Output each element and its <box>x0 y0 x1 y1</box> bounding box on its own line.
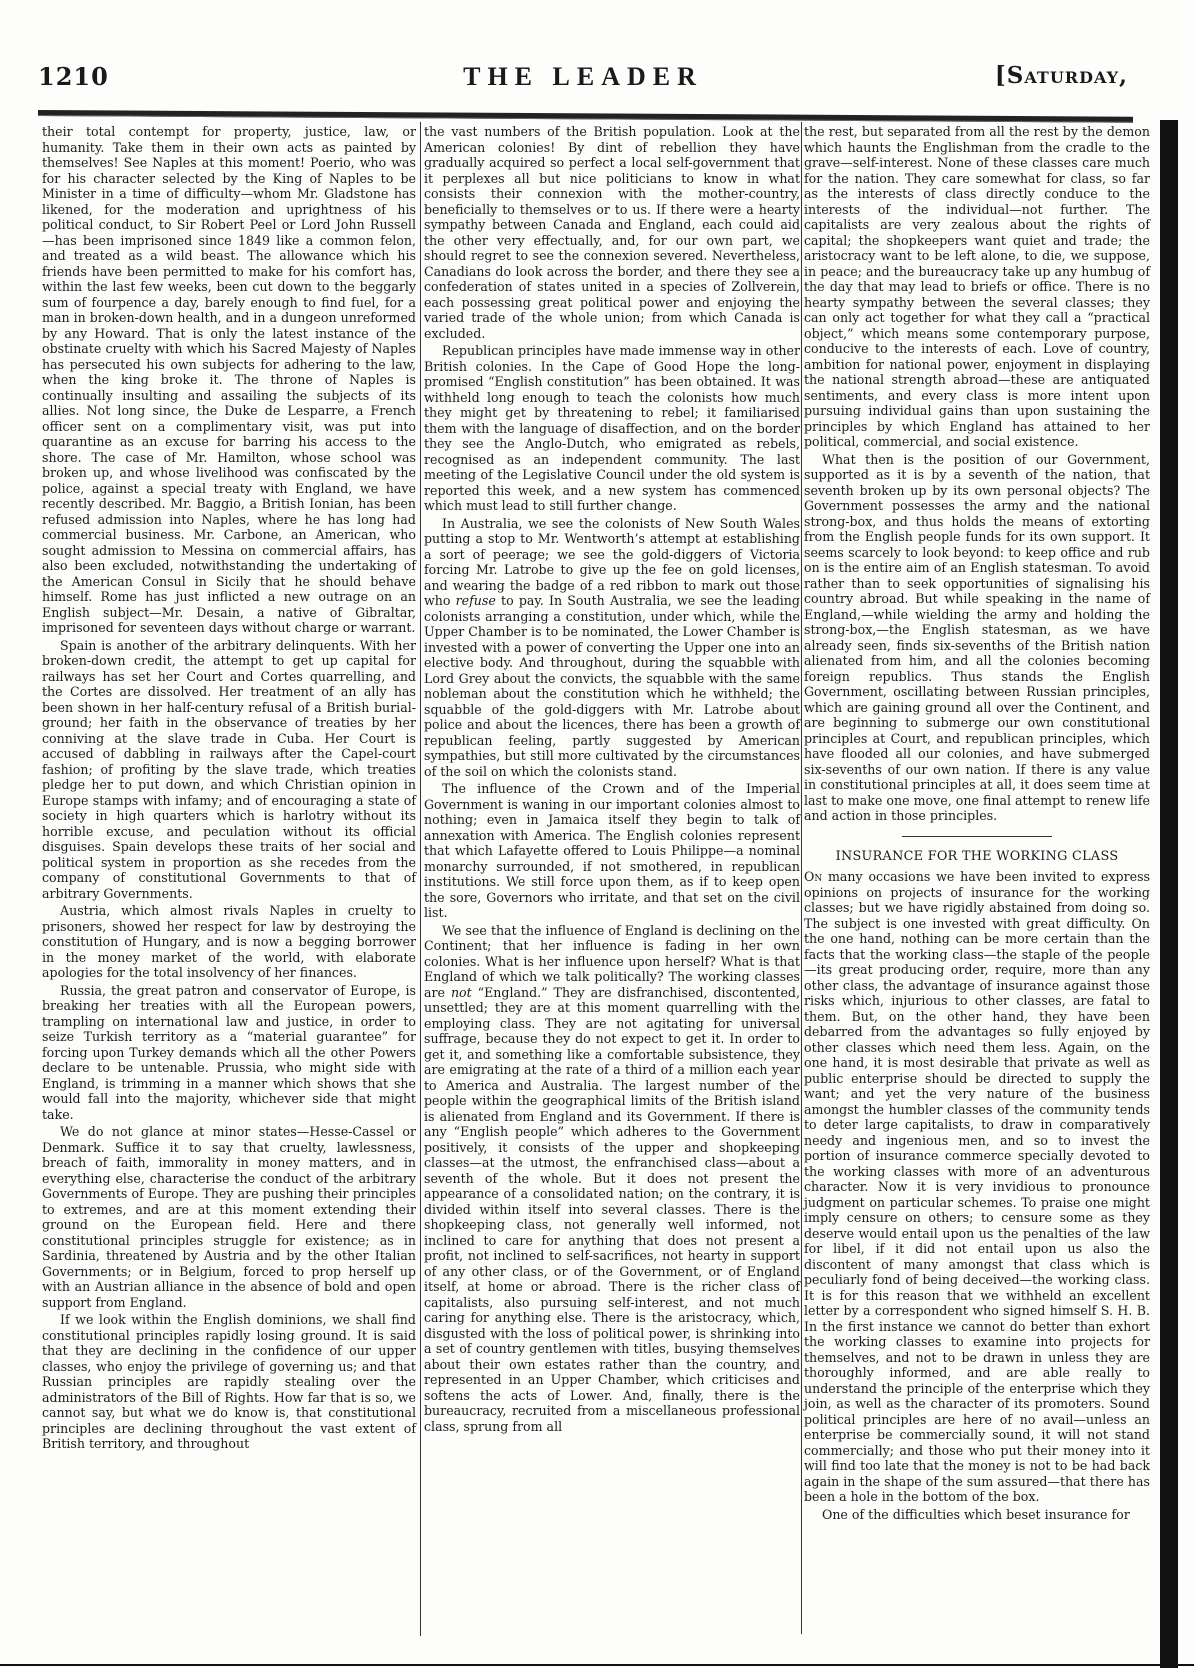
page-number: 1210 <box>38 62 109 91</box>
column-3 <box>804 124 1150 1524</box>
emphasis: refuse <box>455 593 496 608</box>
text-run: many occasions we have been invited to express opinions on projects of insurance for the working classes; but we have rigidly abstained from doing so. The subject is one invested with great difficulty. On the one hand, nothing can be more certain than the facts that the working class—the staple of the people—its great producing order, require, more than any other class, the advantage of insurance against those risks which, injurious to other classes, are fatal to them. But, on the other hand, they have been debarred from the advantages so fully enjoyed by other classes which need them less. Again, on the one hand, it is most desirable that private as well as public enterprise should be directed to supply the want; and yet the very nature of the business amongst the humbler classes of the community tends to deter large capitalists, to draw in comparatively needy and ingenious men, and so to invest the portion of insurance commerce specially devoted to the working classes with more of an adventurous character. Now it is very invidious to pronounce judgment on particular schemes. To praise one might imply censure on others; to censure some as they deserve would entail upon us the penalties of the law for libel, if it did not entail upon us also the discontent of many amongst that class which is peculiarly fond of being deceived—the working class. It is for this reason that we withheld an excellent letter by a correspondent who signed himself S. H. B. In the first instance we cannot do better than exhort the working classes to examine into projects for themselves, and not to be drawn in unless they are thoroughly informed, and are able really to understand the principle of the enterprise which they join, as well as the character of its promoters. Sound political principles are here of no avail—unless an enterprise be commercially sound, it will not stand commercially; and those who put their money into it will find too late that the money is not to be had back again in the shape of the sum assured—that there has been a hole in the bottom of the box. <box>804 869 1150 1504</box>
paragraph: One of the difficulties which beset insurance for <box>822 1506 1130 1522</box>
paragraph: We do not glance at minor states—Hesse-Cassel or Denmark. Suffice it to say that cruelty, lawlessness, breach of faith, immorality in money matters, and in everything else, characterise the conduct of the arbitrary Governments of Europe. They are pushing their principles to extremes, and are at this moment extending their ground on the European field. Here and there constitutional principles struggle for existence; as in Sardinia, threatened by Austria and by the other Italian Governments; or in Belgium, forced to prop herself up with an Austrian alliance in the absence of bold and open support from England. <box>42 1124 416 1310</box>
issue-day: [Saturday, <box>994 62 1128 89</box>
text-run: We see that the influence of England is declining on the Continent; that her influence is fading in her own colonies. What is her influence upon herself? What is that England of which we talk politically? The working classes are <box>424 922 800 1000</box>
paragraph: the vast numbers of the British population. Look at the American colonies! By dint of rebellion they have gradually acquired so perfect a local self-government that it perplexes all but nice politicians to know in what consists their connexion with the mother-country, beneficially to themselves or to us. If there were a hearty sympathy between Canada and England, each could aid the other very effectually, and, for our own part, we should regret to see the connexion severed. Nevertheless, Canadians do look across the border, and there they see a confederation of states united in a species of Zollverein, each possessing great political power and enjoying the varied trade of the whole union; from which Canada is excluded. <box>424 124 800 341</box>
paragraph <box>424 923 800 1435</box>
column-divider <box>420 122 421 1636</box>
drop-cap: On <box>804 869 823 884</box>
paragraph: their total contempt for property, justice, law, or humanity. Take them in their own acts as painted by themselves! See Naples at this moment! Poerio, who was for his character selected by the King of Naples to be Minister in a time of difficulty—whom Mr. Gladstone has likened, for the moderation and uprightness of his political conduct, to Sir Robert Peel or Lord John Russell—has been imprisoned since 1849 like a common felon, and treated as a wild beast. The allowance which his friends have been permitted to make for his comfort has, within the last few weeks, been cut down to the beggarly sum of fourpence a day, barely enough to find fuel, for a man in broken-down health, and in a dungeon unreformed by any Howard. That is only the latest instance of the obstinate cruelty with which his Sacred Majesty of Naples has persecuted his own subjects for adhering to the law, when the king broke it. The throne of Naples is continually insulting and assailing the subjects of its allies. Not long since, the Duke de Lesparre, a French officer sent on a complimentary visit, was put into quarantine as an excuse for barring his access to the shore. The case of Mr. Hamilton, whose school was broken up, and whose livelihood was confiscated by the police, against a special treaty with England, we have recently described. Mr. Baggio, a British Ionian, has been refused admission into Naples, where he has long had commercial business. Mr. Carbone, an American, who sought admission to Messina on commercial affairs, has also been excluded, notwithstanding the undertaking of the American Consul in Sicily that he should behave himself. Rome has just inflicted a new outrage on an English subject—Mr. Desain, a native of Gibraltar, imprisoned for seventeen days without charge or warrant. <box>42 124 416 635</box>
paragraph: What then is the position of our Government, supported as it is by a seventh of the nation, that seventh broken up by its own personal objects? The Government possesses the army and the national strong-box, and thus holds the means of extorting from the English people funds for its own support. It seems scarcely to look beyond: to keep office and rub on is the entire aim of an English statesman. To avoid rather than to seek opportunities of signalising his country abroad. But while speaking in the name of England,—while wielding the army and holding the strong-box,—the English statesman, as we have already seen, finds six-sevenths of the British nation alienated from him, and all the colonies becoming foreign republics. Thus stands the English Government, oscillating between Russian principles, which are gaining ground all over the Continent, and are beginning to submerge our own constitutional principles at Court, and republican principles, which have flooded all our colonies, and have submerged six-sevenths of our own nation. If there is any value in constitutional principles at all, it does seem time at last to make one move, one final attempt to renew life and action in those principles. <box>804 451 1150 823</box>
page-bottom-edge <box>0 1664 1194 1666</box>
paragraph <box>424 516 800 780</box>
masthead <box>38 62 1128 102</box>
column-divider <box>801 122 802 1634</box>
text-run: In Australia, we see the colonists of New South Wales putting a stop to Mr. Wentworth’s attempt at establishing a sort of peerage; we see the gold-diggers of Victoria forcing Mr. Latrobe to give up the fee on gold licenses, and wearing the badge of a red ribbon to mark out those who <box>424 515 800 608</box>
paragraph: Austria, which almost rivals Naples in cruelty to prisoners, showed her respect for law by destroying the constitution of Hungary, and is now a begging borrower in the money market of the world, with elaborate apologies for the total insolvency of her finances. <box>42 903 416 980</box>
paragraph: the rest, but separated from all the rest by the demon which haunts the Englishman from the cradle to the grave—self-interest. None of these classes care much for the nation. They care somewhat for class, so far as the interests of class directly conduce to the interests of the individual—not further. The capitalists are very zealous about the rights of capital; the shopkeepers want quiet and trade; the aristocracy want to be left alone, to die, we suppose, in peace; and the bureaucracy take up any humbug of the day that may lead to briefs or office. There is no hearty sympathy between the several classes; they can only act together for what they call a “practical object,” which means some contemporary purpose, conducive to the interests of each. Love of country, ambition for national power, enjoyment in displaying the national strength abroad—these are antiquated sentiments, and every class is more intent upon pursuing individual gains than upon sustaining the principles by which England has attained to her political, commercial, and social existence. <box>804 124 1150 449</box>
emphasis: not <box>450 984 472 1000</box>
paragraph: If we look within the English dominions, we shall find constitutional principles rapidly losing ground. It is said that they are declining in the confidence of our upper classes, who enjoy the privilege of governing us; and that Russian principles are rapidly stealing over the administrators of the Bill of Rights. How far that is so, we cannot say, but what we do know is, that constitutional principles are declining throughout the vast extent of British territory, and throughout <box>42 1312 416 1451</box>
text-run: “England.” They are disfranchised, discontented, unsettled; they are at this moment quarrelling with the employing class. They are not agitating for universal suffrage, because they do not expect to get it. In order to get it, and something like a comfortable subsistence, they are emigrating at the rate of a third of a million each year to America and Australia. The largest number of the people within the geographical limits of the British island is alienated from England and its Government. If there is any “English people” which adheres to the Government positively, it consists of the upper and shopkeeping classes—at the utmost, the enfranchised class—about a seventh of the whole. But it does not present the appearance of a consolidated nation; on the contrary, it is divided within itself into several classes. There is the shopkeeping class, not generally well informed, not inclined to care for anything that does not present a profit, not inclined to self-sacrifices, not hearty in support of any other class, or of the Government, or of England itself, at home or abroad. There is the richer class of capitalists, also pursuing self-interest, and not much caring for anything else. There is the aristocracy, which, disgusted with the loss of political power, is shrinking into a set of country gentlemen with titles, busying themselves about their own estates rather than the country, and represented in an Upper Chamber, which criticises and softens the acts of Lower. And, finally, there is the bureaucracy, recruited from a miscellaneous professional class, sprung from all <box>424 984 800 1434</box>
text-run: to pay. In South Australia, we see the leading colonists arranging a constitution, under which, while the Upper Chamber is to be nominated, the Lower Chamber is invested with a power of converting the Upper one into an elective body. And throughout, during the squabble with Lord Grey about the convicts, the squabble with the same nobleman about the constitution which he withheld; the squabble of the gold-diggers with Mr. Latrobe about police and about the licences, there has been a growth of republican feeling, partly suggested by American sympathies, but still more cultivated by the circumstances of the soil on which the colonists stand. <box>424 593 800 779</box>
paragraph: Republican principles have made immense way in other British colonies. In the Cape of Good Hope the long-promised “English constitution” has been obtained. It was withheld long enough to teach the colonists how much they might get by threatening to rebel; it familiarised them with the language of disaffection, and on the border they see the Anglo-Dutch, who emigrated as rebels, recognised as an independent community. The last meeting of the Legislative Council under the old system is reported this week, and a new system has commenced which must lead to still further change. <box>424 343 800 513</box>
paragraph: The influence of the Crown and of the Imperial Government is waning in our important colonies almost to nothing; even in Jamaica itself they begin to talk of annexation with America. The English colonies represent that which Lafayette offered to Louis Philippe—a nominal monarchy surrounded, if not smothered, in republican institutions. We still force upon them, as if to keep open the sore, Governors who irritate, and that set on the civil list. <box>424 781 800 920</box>
section-divider <box>902 836 1052 837</box>
paragraph: Spain is another of the arbitrary delinquents. With her broken-down credit, the attempt to get up capital for railways has set her Court and Cortes quarrelling, and the Cortes are dissolved. Her treatment of an ally has been shown in her half-century refusal of a British burial-ground; her faith in the observance of treaties by her conniving at the slave trade in Cuba. Her Court is accused of dabbling in railways after the Capel-court fashion; of profiting by the slave trade, which treaties pledge her to put down, and which Christian opinion in Europe stamps with infamy; and of encouraging a state of society in high quarters which is harlotry without its horrible excuse, and peculation without its official disguises. Spain develops these traits of her social and political system in proportion as she recedes from the company of constitutional Governments to that of arbitrary Governments. <box>42 637 416 901</box>
newspaper-title: THE LEADER <box>463 62 703 91</box>
column-2 <box>424 124 800 1436</box>
masthead-rule <box>38 110 1133 123</box>
paragraph <box>804 869 1150 1505</box>
paragraph: Russia, the great patron and conservator of Europe, is breaking her treaties with all the European powers, trampling on international law and justice, in order to seize Turkish territory as a “material guarantee” for forcing upon Turkey demands which all the other Powers declare to be untenable. Prussia, who might side with England, is trimming in a manner which shows that she would fall into the majority, whichever side that might take. <box>42 982 416 1122</box>
article-heading: INSURANCE FOR THE WORKING CLASS <box>835 848 1119 864</box>
column-1 <box>42 124 416 1454</box>
page-edge-shadow <box>1160 120 1178 1668</box>
